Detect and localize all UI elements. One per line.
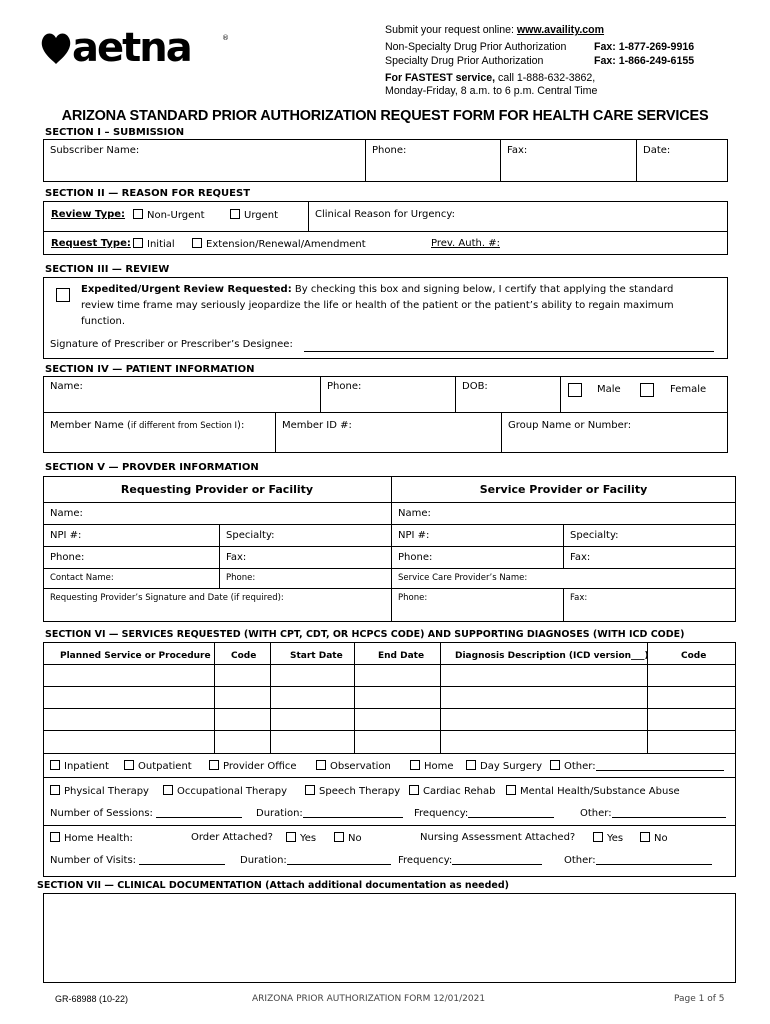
brand-wordmark: aetna: [72, 28, 191, 68]
section2-heading: SECTION II — REASON FOR REQUEST: [45, 188, 251, 199]
submission-phone-field[interactable]: Phone:: [372, 145, 407, 156]
specialty-row: Specialty Drug Prior Authorization Fax: 1-866-249-6155: [385, 55, 695, 67]
occupational-therapy-checkbox[interactable]: Occupational Therapy: [163, 785, 287, 797]
checkbox-icon: [409, 785, 419, 795]
order-attached-label: Order Attached?: [191, 832, 273, 843]
svc-fax-field[interactable]: Fax:: [570, 552, 591, 563]
section5-heading: SECTION V — PROVDER INFORMATION: [45, 462, 259, 473]
prescriber-signature-label: Signature of Prescriber or Prescriber’s Designee:: [50, 339, 293, 350]
svc-provider-name-field[interactable]: Name:: [398, 508, 431, 519]
checkbox-icon: [640, 832, 650, 842]
checkbox-icon: [163, 785, 173, 795]
home-duration-field[interactable]: Duration:: [240, 855, 391, 866]
checkbox-icon: [209, 760, 219, 770]
checkbox-icon: [192, 238, 202, 248]
other-setting-checkbox[interactable]: Other:: [550, 760, 724, 772]
group-number-field[interactable]: Group Name or Number:: [508, 420, 632, 431]
patient-dob-field[interactable]: DOB:: [462, 381, 488, 392]
submission-fax-field[interactable]: Fax:: [507, 145, 528, 156]
male-checkbox[interactable]: [568, 383, 582, 397]
col-dx-code: Code: [681, 651, 707, 661]
therapy-other-field[interactable]: Other:: [580, 808, 726, 819]
expedited-text-2: review time frame may seriously jeopardize the life or health of the patient or the patient’s ability to regain maximum: [81, 300, 674, 311]
req-signature-field[interactable]: Requesting Provider’s Signature and Date (if required):: [50, 593, 284, 603]
checkbox-icon: [286, 832, 296, 842]
footer-form-code: GR-68988 (10-22): [55, 994, 129, 1004]
clinical-reason-field[interactable]: Clinical Reason for Urgency:: [315, 209, 455, 220]
requesting-provider-heading: Requesting Provider or Facility: [120, 483, 314, 496]
service-provider-heading: Service Provider or Facility: [479, 483, 648, 496]
section4-heading: SECTION IV — PATIENT INFORMATION: [45, 364, 255, 375]
checkbox-icon: [305, 785, 315, 795]
nursing-no-checkbox[interactable]: No: [640, 832, 668, 844]
day-surgery-checkbox[interactable]: Day Surgery: [466, 760, 542, 772]
col-planned-service: Planned Service or Procedure: [60, 651, 211, 661]
form-title: ARIZONA STANDARD PRIOR AUTHORIZATION REQUEST FORM FOR HEALTH CARE SERVICES: [61, 108, 709, 124]
svc-fax-2-field[interactable]: Fax:: [570, 593, 588, 603]
nursing-yes-checkbox[interactable]: Yes: [593, 832, 623, 844]
physical-therapy-checkbox[interactable]: Physical Therapy: [50, 785, 149, 797]
therapy-duration-field[interactable]: Duration:: [256, 808, 403, 819]
subscriber-name-field[interactable]: Subscriber Name:: [50, 145, 140, 156]
home-health-checkbox[interactable]: Home Health:: [50, 832, 133, 844]
checkbox-icon: [50, 832, 60, 842]
observation-checkbox[interactable]: Observation: [316, 760, 391, 772]
therapy-frequency-field[interactable]: Frequency:: [414, 808, 554, 819]
checkbox-icon: [410, 760, 420, 770]
req-contact-name-field[interactable]: Contact Name:: [50, 573, 114, 583]
home-frequency-field[interactable]: Frequency:: [398, 855, 542, 866]
female-checkbox[interactable]: [640, 383, 654, 397]
col-diagnosis: Diagnosis Description (ICD version___): [455, 651, 649, 661]
expedited-text-3: function.: [81, 316, 126, 327]
col-code: Code: [231, 651, 257, 661]
female-label: Female: [670, 384, 707, 395]
checkbox-icon: [550, 760, 560, 770]
nursing-assessment-label: Nursing Assessment Attached?: [420, 832, 576, 843]
home-other-field[interactable]: Other:: [564, 855, 712, 866]
svc-phone-field[interactable]: Phone:: [398, 552, 433, 563]
req-specialty-field[interactable]: Specialty:: [226, 530, 275, 541]
checkbox-icon: [466, 760, 476, 770]
expedited-text-1: Expedited/Urgent Review Requested: By checking this box and signing below, I certify that applying the standard: [81, 284, 674, 295]
cardiac-rehab-checkbox[interactable]: Cardiac Rehab: [409, 785, 495, 797]
home-checkbox[interactable]: Home: [410, 760, 454, 772]
outpatient-checkbox[interactable]: Outpatient: [124, 760, 192, 772]
checkbox-icon: [506, 785, 516, 795]
svc-specialty-field[interactable]: Specialty:: [570, 530, 619, 541]
req-provider-name-field[interactable]: Name:: [50, 508, 83, 519]
patient-name-field[interactable]: Name:: [50, 381, 83, 392]
aetna-logo: [40, 28, 230, 68]
member-id-field[interactable]: Member ID #:: [282, 420, 352, 431]
checkbox-icon: [50, 760, 60, 770]
col-end-date: End Date: [378, 651, 425, 661]
section7-heading: SECTION VII — CLINICAL DOCUMENTATION (Attach additional documentation as needed): [37, 880, 509, 891]
req-npi-field[interactable]: NPI #:: [50, 530, 82, 541]
checkbox-icon: [133, 238, 143, 248]
order-no-checkbox[interactable]: No: [334, 832, 362, 844]
req-contact-phone-field[interactable]: Phone:: [226, 573, 256, 583]
inpatient-checkbox[interactable]: Inpatient: [50, 760, 109, 772]
checkbox-icon: [133, 209, 143, 219]
request-type-label: Request Type:: [51, 238, 131, 249]
checkbox-icon: [50, 785, 60, 795]
service-hours: Monday-Friday, 8 a.m. to 6 p.m. Central Time: [385, 85, 598, 97]
specialty-fax: Fax: 1-866-249-6155: [594, 55, 695, 67]
patient-box: [43, 376, 728, 453]
urgent-checkbox[interactable]: Urgent: [230, 209, 278, 221]
svc-phone-2-field[interactable]: Phone:: [398, 593, 428, 603]
prescriber-signature-line[interactable]: [304, 351, 714, 352]
col-start-date: Start Date: [290, 651, 343, 661]
checkbox-icon: [124, 760, 134, 770]
speech-therapy-checkbox[interactable]: Speech Therapy: [305, 785, 400, 797]
review-type-label: Review Type:: [51, 209, 126, 220]
male-label: Male: [597, 384, 621, 395]
availity-link[interactable]: www.availity.com: [516, 24, 605, 36]
clinical-documentation-field[interactable]: [43, 893, 736, 983]
nonspecialty-row: Non-Specialty Drug Prior Authorization Fax: 1-877-269-9916: [385, 41, 695, 53]
footer-page-number: Page 1 of 5: [674, 994, 725, 1004]
patient-phone-field[interactable]: Phone:: [327, 381, 362, 392]
submit-online: Submit your request online: www.availity.com: [385, 24, 605, 36]
req-phone-field[interactable]: Phone:: [50, 552, 85, 563]
svg-text:®: ®: [222, 34, 229, 42]
section6-heading: SECTION VI — SERVICES REQUESTED (WITH CPT, CDT, OR HCPCS CODE) AND SUPPORTING DIAGNOSES (WITH ICD CODE): [45, 629, 685, 640]
mental-health-checkbox[interactable]: Mental Health/Substance Abuse: [506, 785, 680, 797]
checkbox-icon: [334, 832, 344, 842]
section3-heading: SECTION III — REVIEW: [45, 264, 170, 275]
fastest-service: For FASTEST service, call 1-888-632-3862,: [385, 72, 596, 84]
extension-checkbox[interactable]: Extension/Renewal/Amendment: [192, 238, 366, 250]
non-urgent-checkbox[interactable]: Non-Urgent: [133, 209, 205, 221]
footer-form-name: ARIZONA PRIOR AUTHORIZATION FORM 12/01/2021: [252, 994, 486, 1004]
section1-heading: SECTION I – SUBMISSION: [45, 127, 185, 138]
req-fax-field[interactable]: Fax:: [226, 552, 247, 563]
visits-field[interactable]: Number of Visits:: [50, 855, 225, 866]
order-yes-checkbox[interactable]: Yes: [286, 832, 316, 844]
checkbox-icon: [230, 209, 240, 219]
svc-npi-field[interactable]: NPI #:: [398, 530, 430, 541]
checkbox-icon: [316, 760, 326, 770]
expedited-checkbox[interactable]: [56, 288, 70, 302]
submission-date-field[interactable]: Date:: [643, 145, 671, 156]
prev-auth-field[interactable]: Prev. Auth. #:: [431, 238, 500, 249]
initial-checkbox[interactable]: Initial: [133, 238, 175, 250]
member-name-field[interactable]: Member Name (if different from Section I):: [50, 420, 245, 431]
provider-office-checkbox[interactable]: Provider Office: [209, 760, 297, 772]
service-care-provider-field[interactable]: Service Care Provider’s Name:: [398, 573, 528, 583]
sessions-field[interactable]: Number of Sessions:: [50, 808, 242, 819]
nonspecialty-fax: Fax: 1-877-269-9916: [594, 41, 695, 53]
checkbox-icon: [593, 832, 603, 842]
